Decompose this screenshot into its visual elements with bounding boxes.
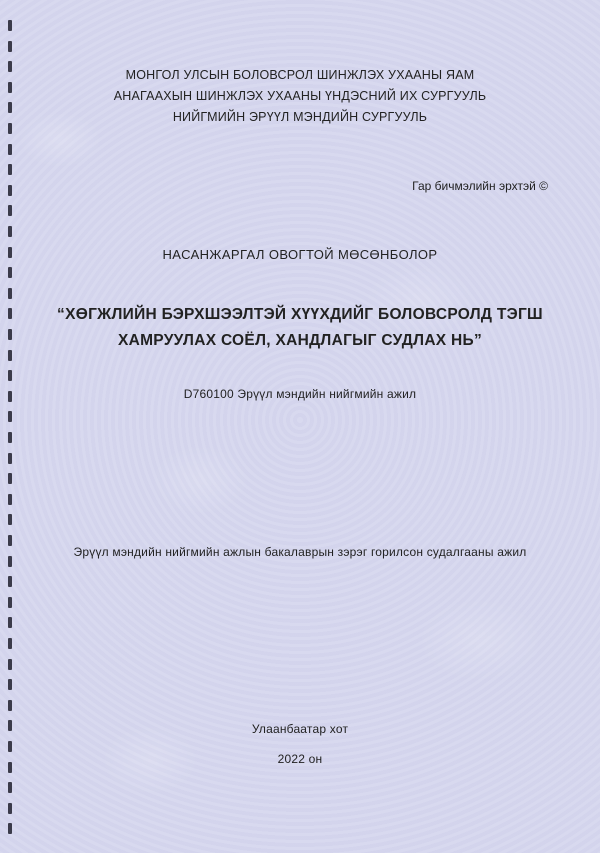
school-name: НИЙГМИЙН ЭРҮҮЛ МЭНДИЙН СУРГУУЛЬ xyxy=(172,110,428,124)
city-name: Улаанбаатар хот xyxy=(251,722,349,736)
author-name: НАСАНЖАРГАЛ ОВОГТОЙ МӨСӨНБОЛОР xyxy=(162,247,438,262)
university-name: АНАГААХЫН ШИНЖЛЭХ УХААНЫ ҮНДЭСНИЙ ИХ СУРГУУЛЬ xyxy=(113,89,487,103)
binding-ring xyxy=(8,411,12,422)
binding-ring xyxy=(8,741,12,752)
binding-ring xyxy=(8,370,12,381)
binding-ring xyxy=(8,638,12,649)
binding-ring xyxy=(8,453,12,464)
binding-ring xyxy=(8,226,12,237)
copyright-notice: Гар бичмэлийн эрхтэй © xyxy=(412,179,548,193)
ministry-name: МОНГОЛ УЛСЫН БОЛОВСРОЛ ШИНЖЛЭХ УХААНЫ ЯАМ xyxy=(125,68,475,82)
binding-ring xyxy=(8,617,12,628)
binding-ring xyxy=(8,41,12,52)
thesis-title-line-1: “ХӨГЖЛИЙН БЭРХШЭЭЛТЭЙ ХҮҮХДИЙГ БОЛОВСРОЛД ТЭГШ xyxy=(57,306,543,323)
binding-ring xyxy=(8,803,12,814)
binding-ring xyxy=(8,823,12,834)
binding-ring xyxy=(8,700,12,711)
binding-ring xyxy=(8,494,12,505)
binding-ring xyxy=(8,267,12,278)
binding-ring xyxy=(8,659,12,670)
binding-ring xyxy=(8,123,12,134)
binding-ring xyxy=(8,576,12,587)
degree-statement: Эрүүл мэндийн нийгмийн ажлын бакалаврын зэрэг горилсон судалгааны ажил xyxy=(73,545,527,559)
binding-ring xyxy=(8,473,12,484)
binding-ring xyxy=(8,679,12,690)
binding-ring xyxy=(8,432,12,443)
year: 2022 он xyxy=(277,752,323,766)
program-code: D760100 Эрүүл мэндийн нийгмийн ажил xyxy=(183,387,417,401)
binding-ring xyxy=(8,514,12,525)
binding-ring xyxy=(8,205,12,216)
binding-ring xyxy=(8,350,12,361)
binding-ring xyxy=(8,185,12,196)
binding-ring xyxy=(8,164,12,175)
binding-ring xyxy=(8,782,12,793)
thesis-title-line-2: ХАМРУУЛАХ СОЁЛ, ХАНДЛАГЫГ СУДЛАХ НЬ” xyxy=(117,332,483,349)
binding-ring xyxy=(8,144,12,155)
binding-ring xyxy=(8,288,12,299)
binding-ring xyxy=(8,20,12,31)
binding-ring xyxy=(8,597,12,608)
